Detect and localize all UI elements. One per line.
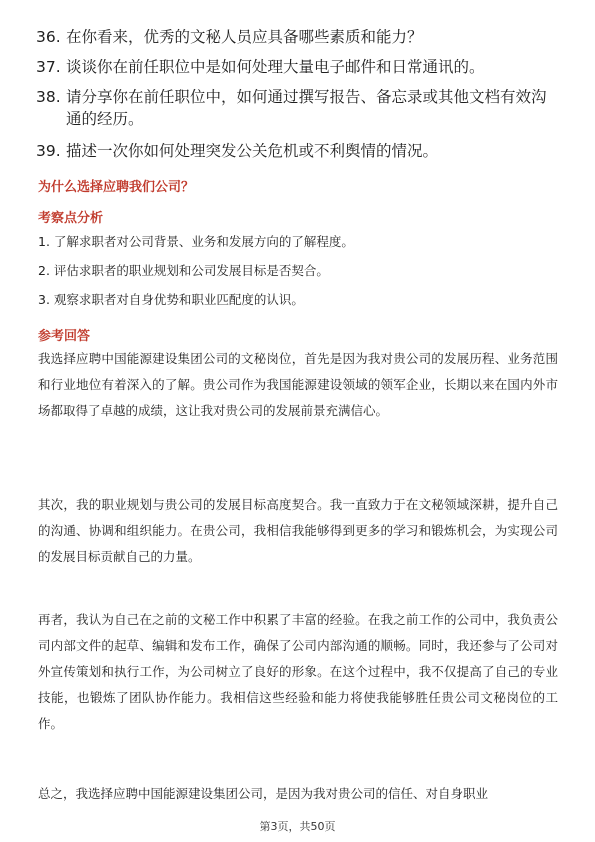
question-item bbox=[36, 56, 566, 78]
question-number: 39. bbox=[36, 142, 61, 160]
section-title: 为什么选择应聘我们公司？ bbox=[38, 180, 195, 195]
answer-paragraph: 再者，我认为自己在之前的文秘工作中积累了丰富的经验。在我之前工作的公司中，我负责公司内部文件的起草、编辑和发布工作，确保了公司内部沟通的顺畅。同时，我还参与了公司对外宣传策划和执行工作，为公司树立了良好的形象。在这个过程中，我不仅提高了自己的专业技能，也锻炼了团队协作能力。我相信这些经验和能力将使我能够胜任贵公司文秘岗位的工作。 bbox=[38, 612, 558, 731]
page-footer: 第3页，共50页 bbox=[259, 820, 336, 833]
answer-paragraph: 其次，我的职业规划与贵公司的发展目标高度契合。我一直致力于在文秘领域深耕，提升自己的沟通、协调和组织能力。在贵公司，我相信我能够得到更多的学习和锻炼机会，为实现公司的发展目标贡献自己的力量。 bbox=[38, 497, 558, 564]
question-item bbox=[36, 26, 566, 48]
analysis-heading: 考察点分析 bbox=[38, 211, 104, 226]
answer-heading: 参考回答 bbox=[38, 329, 91, 344]
answer-paragraph: 我选择应聘中国能源建设集团公司的文秘岗位，首先是因为我对贵公司的发展历程、业务范围和行业地位有着深入的了解。贵公司作为我国能源建设领域的领军企业，长期以来在国内外市场都取得了卓越的成绩，这让我对贵公司的发展前景充满信心。 bbox=[38, 351, 558, 418]
question-number: 36. bbox=[36, 28, 61, 46]
question-item bbox=[36, 140, 566, 162]
question-text: 请分享你在前任职位中，如何通过撰写报告、备忘录或其他文档有效沟通的经历。 bbox=[66, 88, 547, 128]
analysis-point: 2. 评估求职者的职业规划和公司发展目标是否契合。 bbox=[38, 263, 329, 278]
question-number: 37. bbox=[36, 58, 61, 76]
question-number: 38. bbox=[36, 88, 61, 106]
question-item bbox=[36, 86, 566, 130]
question-text: 谈谈你在前任职位中是如何处理大量电子邮件和日常通讯的。 bbox=[66, 58, 485, 76]
answer-paragraph: 总之，我选择应聘中国能源建设集团公司，是因为我对贵公司的信任、对自身职业 bbox=[38, 786, 489, 801]
analysis-point: 3. 观察求职者对自身优势和职业匹配度的认识。 bbox=[38, 292, 304, 307]
question-text: 在你看来，优秀的文秘人员应具备哪些素质和能力？ bbox=[66, 28, 423, 46]
question-text: 描述一次你如何处理突发公关危机或不利舆情的情况。 bbox=[66, 142, 439, 160]
analysis-point: 1. 了解求职者对公司背景、业务和发展方向的了解程度。 bbox=[38, 234, 354, 249]
